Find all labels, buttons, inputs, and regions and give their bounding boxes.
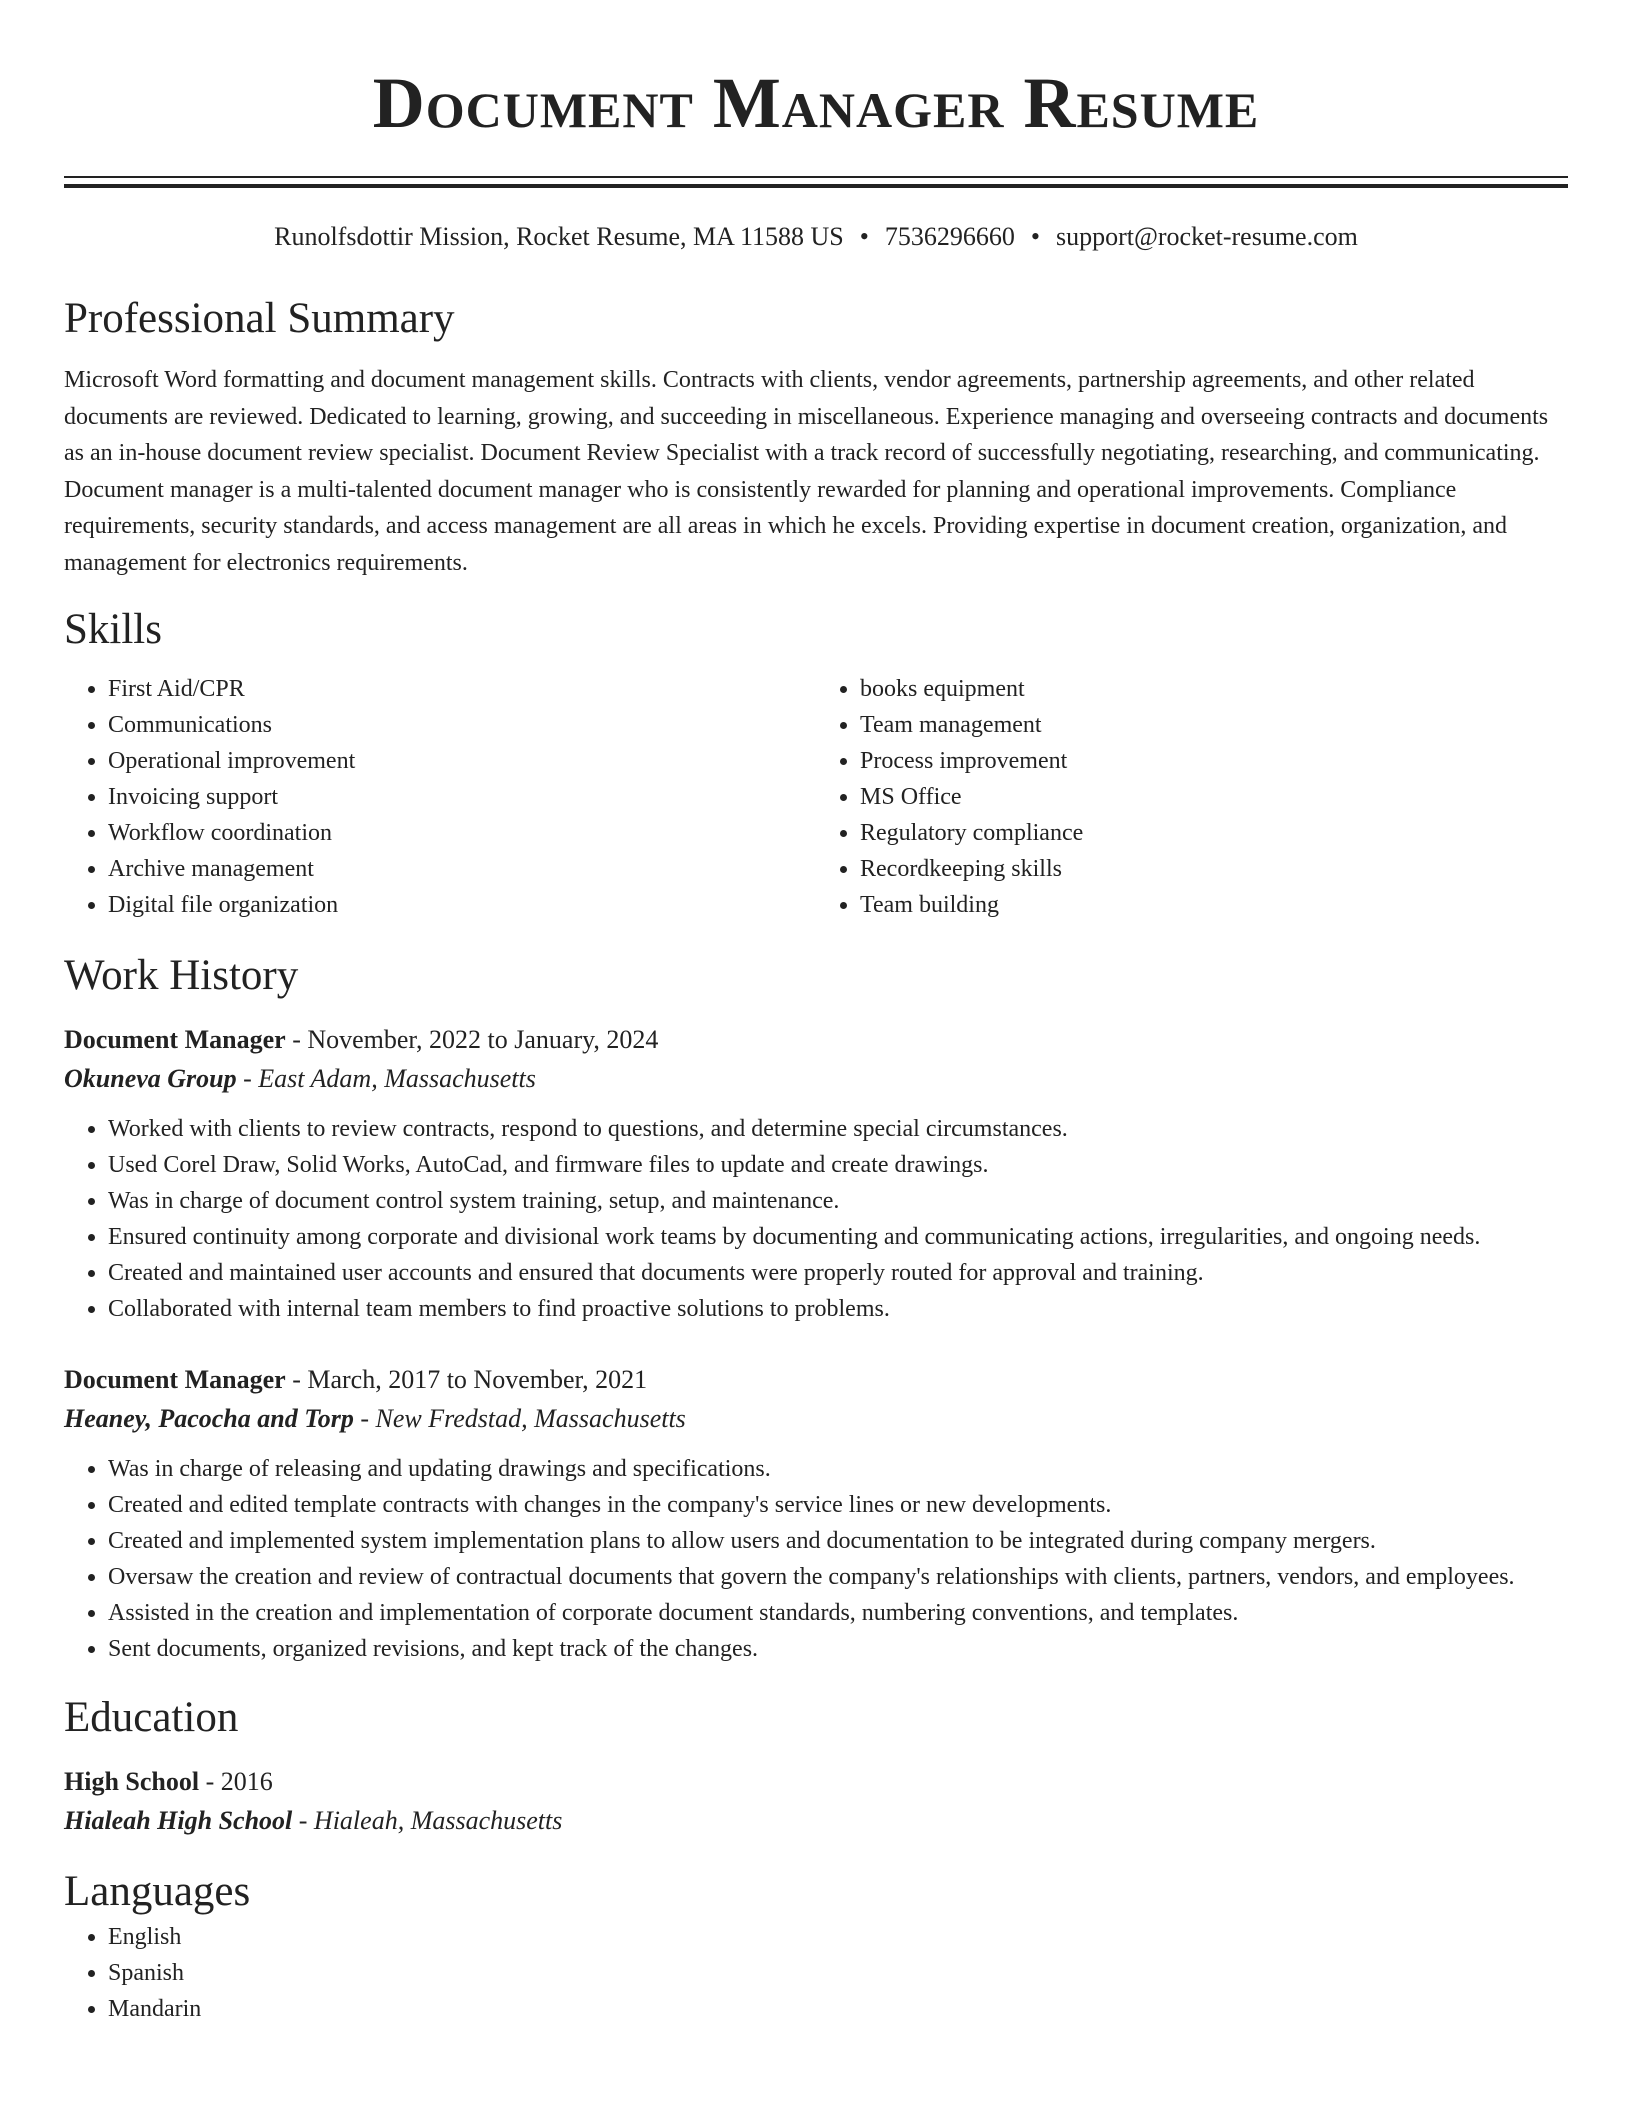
contact-phone: 7536296660 — [884, 222, 1015, 251]
summary-heading: Professional Summary — [64, 295, 455, 342]
job-title: Document Manager — [64, 1365, 286, 1394]
job-bullet: • Used Corel Draw, Solid Works, AutoCad, and firmware files to update and create drawings. — [108, 1147, 1568, 1183]
skill-item: • Workflow coordination — [108, 815, 816, 851]
job-location: - East Adam, Massachusetts — [236, 1064, 536, 1093]
skills-column-left — [64, 671, 816, 923]
job-company-line — [64, 1059, 1568, 1099]
languages-list — [64, 1919, 1568, 2027]
skill-item: • Process improvement — [860, 743, 1568, 779]
education-school-line — [64, 1801, 1568, 1841]
job-company: Okuneva Group — [64, 1064, 237, 1093]
job-title-line — [64, 1021, 1568, 1059]
language-item: • English — [108, 1919, 1568, 1955]
education-location: - Hialeah, Massachusetts — [292, 1806, 563, 1835]
language-item: • Spanish — [108, 1955, 1568, 1991]
education-degree-line — [64, 1763, 1568, 1801]
job-bullet: • Sent documents, organized revisions, and kept track of the changes. — [108, 1631, 1568, 1667]
work-history-heading: Work History — [64, 952, 299, 999]
language-item: • Mandarin — [108, 1991, 1568, 2027]
job-bullets — [64, 1111, 1568, 1327]
job-bullets — [64, 1451, 1568, 1667]
job-bullet: • Oversaw the creation and review of contractual documents that govern the company's relationships with clients, partners, vendors, and employees. — [108, 1559, 1568, 1595]
title-rule-thin — [64, 176, 1568, 178]
skill-item: • First Aid/CPR — [108, 671, 816, 707]
job-company: Heaney, Pacocha and Torp — [64, 1404, 354, 1433]
job-title: Document Manager — [64, 1025, 286, 1054]
job-bullet: • Assisted in the creation and implementation of corporate document standards, numbering conventions, and templates. — [108, 1595, 1568, 1631]
contact-separator: • — [1030, 222, 1040, 251]
job-company-line — [64, 1399, 1568, 1439]
education-school: Hialeah High School — [64, 1806, 293, 1835]
skill-item: • books equipment — [860, 671, 1568, 707]
summary-text: Microsoft Word formatting and document management skills. Contracts with clients, vendor agreements, partnership agreements, and other related documents are reviewed. Dedicated to learning, growing, and succeeding in miscellaneous. Experience managing and overseeing contracts and documents as an in-house document review specialist. Document Review Specialist with a track record of successfully negotiating, researching, and communicating. Document manager is a multi-talented document manager who is consistently rewarded for planning and operational improvements. Compliance requirements, security standards, and access management are all areas in which he excels. Providing expertise in document creation, organization, and management for electronics requirements. — [64, 367, 1549, 576]
skills-heading: Skills — [64, 606, 162, 653]
job-bullet: • Ensured continuity among corporate and divisional work teams by documenting and communicating actions, irregularities, and ongoing needs. — [108, 1219, 1568, 1255]
job-bullet: • Created and maintained user accounts and ensured that documents were properly routed for approval and training. — [108, 1255, 1568, 1291]
job-entry — [64, 1361, 1568, 1667]
skill-item: • Archive management — [108, 851, 816, 887]
job-entry — [64, 1021, 1568, 1327]
job-bullet: • Was in charge of releasing and updating drawings and specifications. — [108, 1451, 1568, 1487]
job-title-line — [64, 1361, 1568, 1399]
skill-item: • Regulatory compliance — [860, 815, 1568, 851]
education-year: - 2016 — [199, 1767, 273, 1796]
job-dates: - November, 2022 to January, 2024 — [285, 1025, 659, 1054]
job-bullet: • Was in charge of document control system training, setup, and maintenance. — [108, 1183, 1568, 1219]
skill-item: • Team management — [860, 707, 1568, 743]
job-bullet: • Worked with clients to review contracts, respond to questions, and determine special circumstances. — [108, 1111, 1568, 1147]
skill-item: • MS Office — [860, 779, 1568, 815]
skill-item: • Invoicing support — [108, 779, 816, 815]
education-entry — [64, 1763, 1568, 1841]
skills-column-right — [816, 671, 1568, 923]
job-bullet: • Created and implemented system implementation plans to allow users and documentation to be integrated during company mergers. — [108, 1523, 1568, 1559]
education-degree: High School — [64, 1767, 200, 1796]
job-bullet: • Created and edited template contracts with changes in the company's service lines or new developments. — [108, 1487, 1568, 1523]
contact-email: support@rocket-resume.com — [1055, 222, 1358, 251]
contact-line — [64, 220, 1568, 254]
job-bullet: • Collaborated with internal team members to find proactive solutions to problems. — [108, 1291, 1568, 1327]
job-location: - New Fredstad, Massachusetts — [353, 1404, 686, 1433]
contact-address: Runolfsdottir Mission, Rocket Resume, MA 11588 US — [274, 222, 844, 251]
skill-item: • Operational improvement — [108, 743, 816, 779]
skills-list — [64, 671, 1568, 923]
skill-item: • Team building — [860, 887, 1568, 923]
skill-item: • Recordkeeping skills — [860, 851, 1568, 887]
job-dates: - March, 2017 to November, 2021 — [285, 1365, 648, 1394]
languages-heading: Languages — [64, 1868, 251, 1915]
contact-separator: • — [859, 222, 869, 251]
skill-item: • Communications — [108, 707, 816, 743]
title-rule-thick — [64, 184, 1568, 188]
page-title: Document Manager Resume — [372, 63, 1260, 143]
education-heading: Education — [64, 1694, 239, 1741]
skill-item: • Digital file organization — [108, 887, 816, 923]
